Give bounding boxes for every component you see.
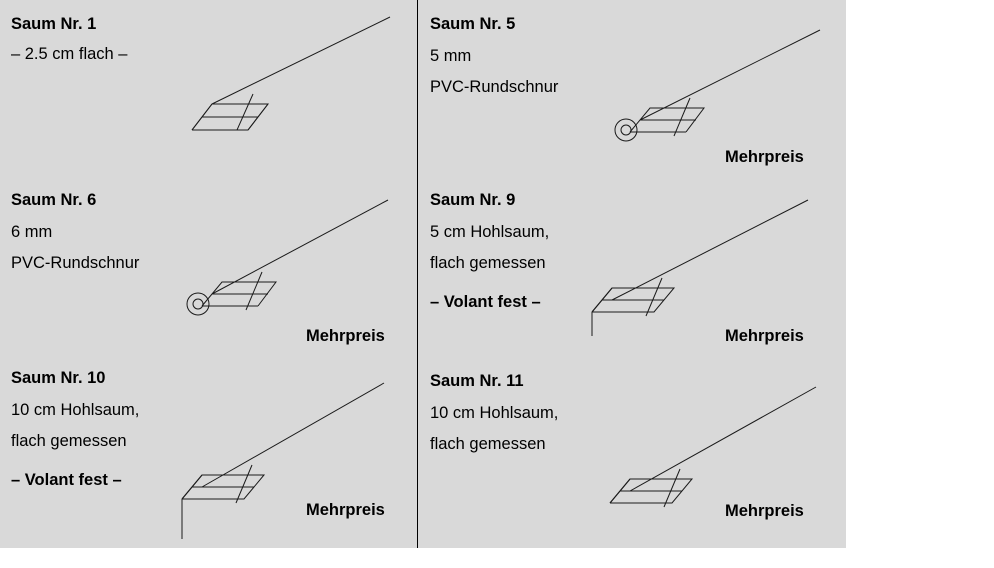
saum-5-price-label: Mehrpreis: [725, 148, 804, 166]
saum-9-line-1: 5 cm Hohlsaum,: [430, 223, 550, 241]
hem-option-saum-5: [418, 0, 846, 175]
saum-11-line-1: 10 cm Hohlsaum,: [430, 404, 559, 422]
saum-10-price-label: Mehrpreis: [306, 501, 385, 519]
saum-10-drawing: [172, 367, 402, 527]
saum-11-title: Saum Nr. 11: [430, 372, 524, 390]
hem-option-saum-9: [418, 176, 846, 346]
saum-5-drawing: [600, 8, 840, 138]
saum-9-title: Saum Nr. 9: [430, 191, 516, 209]
saum-9-line-2: flach gemessen: [430, 254, 546, 272]
saum-10-line-1: 10 cm Hohlsaum,: [11, 401, 140, 419]
saum-5-title: Saum Nr. 5: [430, 15, 516, 33]
hem-option-saum-1: [0, 0, 417, 175]
saum-9-drawing: [590, 188, 830, 328]
saum-5-line-1: 5 mm: [430, 47, 472, 65]
saum-6-price-label: Mehrpreis: [306, 327, 385, 345]
saum-11-line-2: flach gemessen: [430, 435, 546, 453]
hem-option-saum-11: [418, 347, 846, 548]
hem-option-saum-10: [0, 347, 417, 548]
saum-10-line-3: – Volant fest –: [11, 471, 122, 489]
saum-9-line-3: – Volant fest –: [430, 293, 541, 311]
saum-6-line-2: PVC-Rundschnur: [11, 254, 140, 272]
saum-1-drawing: [190, 12, 410, 142]
saum-9-price-label: Mehrpreis: [725, 327, 804, 345]
saum-1-title: Saum Nr. 1: [11, 15, 97, 33]
saum-1-line-1: – 2.5 cm flach –: [11, 45, 128, 63]
hem-option-saum-6: [0, 176, 417, 346]
saum-6-line-1: 6 mm: [11, 223, 53, 241]
saum-11-price-label: Mehrpreis: [725, 502, 804, 520]
saum-10-line-2: flach gemessen: [11, 432, 127, 450]
saum-6-drawing: [172, 176, 402, 311]
saum-5-line-2: PVC-Rundschnur: [430, 78, 559, 96]
saum-6-title: Saum Nr. 6: [11, 191, 97, 209]
saum-10-title: Saum Nr. 10: [11, 369, 106, 387]
saum-11-drawing: [598, 369, 838, 519]
